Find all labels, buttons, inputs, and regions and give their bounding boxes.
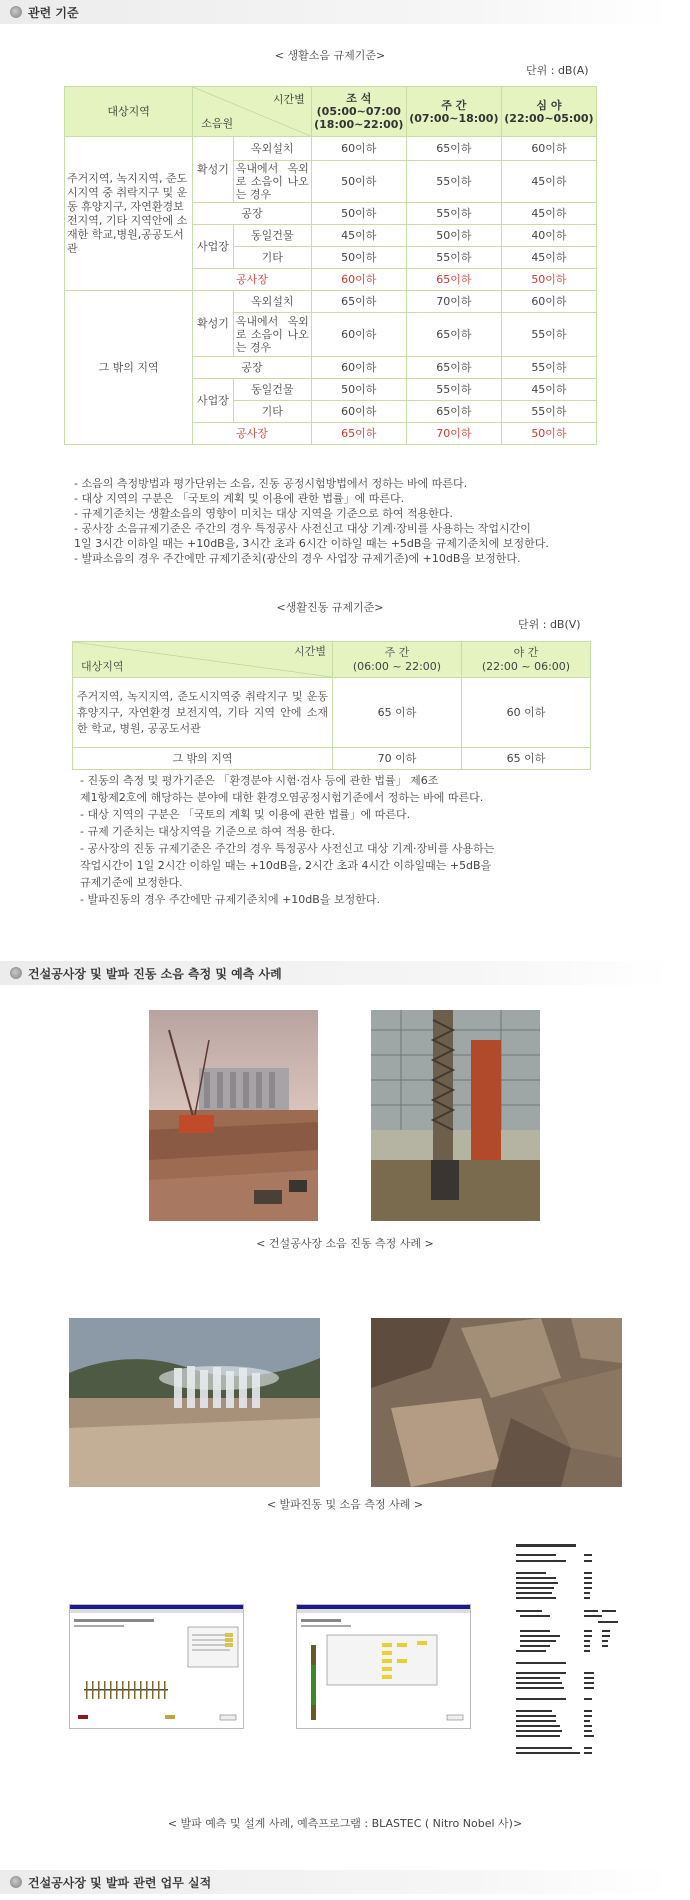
other-label: 기타 — [233, 247, 311, 269]
section-title: 건설공사장 및 발파 관련 업무 실적 — [28, 1875, 212, 1890]
note-item: 작업시간이 1일 2시간 이하일 때는 +10dB을, 2시간 초과 4시간 이하일때는 +5dB을 — [80, 859, 492, 872]
note-item: - 공사장의 진동 규제기준은 주간의 경우 특정공사 사전신고 대상 기계·장비를 사용하는 — [80, 842, 495, 855]
cell: 70이하 — [406, 291, 501, 313]
indoor-label: 옥내에서 옥외로 소음이 나오는 경우 — [233, 161, 311, 203]
vibration-standard-table — [72, 641, 591, 770]
cell: 65이하 — [406, 269, 501, 291]
drilling-rig-photo — [371, 1010, 540, 1221]
cell: 55이하 — [501, 357, 596, 379]
cell: 60이하 — [311, 401, 406, 423]
cell: 50이하 — [501, 269, 596, 291]
blastec-drill-plan-screenshot — [69, 1604, 244, 1729]
blastec-charging-plan-screenshot — [296, 1604, 471, 1729]
section-header-achievements — [0, 1870, 670, 1894]
cell: 40이하 — [501, 225, 596, 247]
header-col-day: 주 간 (06:00 ~ 22:00) — [333, 642, 462, 678]
worksite-label: 사업장 — [193, 379, 234, 423]
cell: 60이하 — [311, 357, 406, 379]
note-item: - 진동의 측정 및 평가기준은 「환경분야 시험·검사 등에 관한 법률」 제6조 — [80, 774, 439, 787]
samebldg-label: 동일건물 — [233, 379, 311, 401]
cell: 60이하 — [311, 137, 406, 161]
cell: 50이하 — [311, 161, 406, 203]
cell: 45이하 — [501, 379, 596, 401]
cell: 65 이하 — [462, 748, 591, 770]
area2-label: 그 밖의 지역 — [65, 291, 193, 445]
table2-title: <생활진동 규제기준> — [276, 601, 384, 614]
cell: 45이하 — [311, 225, 406, 247]
cell: 65이하 — [311, 423, 406, 445]
cell: 65이하 — [406, 357, 501, 379]
header-col-day: 주 간 (07:00~18:00) — [406, 87, 501, 137]
cell: 70이하 — [406, 423, 501, 445]
blastec-result-printout — [512, 1542, 622, 1810]
caption-prediction: < 발파 예측 및 설계 사례, 예측프로그램 : BLASTEC ( Nitro Nobel 사)> — [167, 1817, 523, 1830]
cell: 55이하 — [501, 401, 596, 423]
notes-vibration — [80, 772, 494, 908]
bullet-icon — [10, 967, 22, 979]
header-diagonal: 시간별 소음원 — [193, 87, 312, 137]
cell: 65 이하 — [333, 678, 462, 748]
samebldg-label: 동일건물 — [233, 225, 311, 247]
construction-label: 공사장 — [193, 269, 312, 291]
note-item: 1일 3시간 이하일 때는 +10dB을, 3시간 초과 6시간 이하일 때는 +5dB을 규제기준치에 보정한다. — [74, 537, 549, 550]
section-header-cases — [0, 961, 670, 985]
cell: 55이하 — [406, 161, 501, 203]
cell: 55이하 — [406, 203, 501, 225]
note-item: - 대상 지역의 구분은 「국토의 계획 및 이용에 관한 법률」에 따른다. — [74, 492, 405, 505]
section-title: 관련 기준 — [28, 5, 79, 20]
outdoor-label: 옥외설치 — [233, 137, 311, 161]
cell: 45이하 — [501, 247, 596, 269]
notes-noise — [74, 476, 549, 566]
factory-label: 공장 — [193, 357, 312, 379]
blasted-rock-photo — [371, 1318, 622, 1487]
note-item: 제1항제2호에 해당하는 분야에 대한 환경오염공정시험기준에서 정하는 바에 따른다. — [80, 791, 484, 804]
cell: 60이하 — [311, 313, 406, 357]
cell: 65이하 — [406, 137, 501, 161]
note-item: - 소음의 측정방법과 평가단위는 소음, 진동 공정시험방법에서 정하는 바에 따른다. — [74, 477, 468, 490]
worksite-label: 사업장 — [193, 225, 234, 269]
bullet-icon — [10, 1876, 22, 1888]
other-label: 기타 — [233, 401, 311, 423]
header-diagonal: 시간별 대상지역 — [73, 642, 333, 678]
blasting-photo — [69, 1318, 320, 1487]
cell: 50이하 — [311, 379, 406, 401]
noise-standard-table — [64, 86, 597, 445]
cell: 55이하 — [406, 247, 501, 269]
cell: 55이하 — [501, 313, 596, 357]
cell: 50이하 — [311, 247, 406, 269]
cell: 70 이하 — [333, 748, 462, 770]
area1-label: 주거지역, 녹지지역, 준도시지역중 취락지구 및 운동휴양지구, 자연환경 보전지역, 기타 지역 안에 소재한 학교, 병원, 공공도서관 — [73, 678, 333, 748]
indoor-label: 옥내에서 옥외로 소음이 나오는 경우 — [233, 313, 311, 357]
cell: 45이하 — [501, 203, 596, 225]
table1-unit: 단위 : dB(A) — [526, 64, 589, 77]
cell: 60이하 — [311, 269, 406, 291]
section-header-standards — [0, 0, 670, 24]
area1-label: 주거지역, 녹지지역, 준도시지역 중 취락지구 및 운동 휴양지구, 자연환경보전지역, 기타 지역안에 소재한 학교,병원,공공도서관 — [65, 137, 193, 291]
header-col-night: 야 간 (22:00 ~ 06:00) — [462, 642, 591, 678]
construction-site-photo — [149, 1010, 318, 1221]
amp-label: 확성기 — [193, 137, 234, 203]
cell: 65이하 — [406, 313, 501, 357]
note-item: 규제기준에 보정한다. — [80, 876, 183, 889]
amp-label: 확성기 — [193, 291, 234, 357]
cell: 60이하 — [501, 137, 596, 161]
table2-unit: 단위 : dB(V) — [518, 618, 581, 631]
cell: 55이하 — [406, 379, 501, 401]
cell: 60 이하 — [462, 678, 591, 748]
cell: 45이하 — [501, 161, 596, 203]
note-item: - 공사장 소음규제기준은 주간의 경우 특정공사 사전신고 대상 기계·장비를 사용하는 작업시간이 — [74, 522, 531, 535]
header-area: 대상지역 — [65, 87, 193, 137]
area2-label: 그 밖의 지역 — [73, 748, 333, 770]
header-col-morning: 조 석 (05:00~07:00 (18:00~22:00) — [311, 87, 406, 137]
cell: 60이하 — [501, 291, 596, 313]
section-title: 건설공사장 및 발파 진동 소음 측정 및 예측 사례 — [28, 966, 282, 981]
cell: 65이하 — [406, 401, 501, 423]
bullet-icon — [10, 6, 22, 18]
cell: 50이하 — [501, 423, 596, 445]
table1-title: < 생활소음 규제기준> — [274, 49, 386, 62]
cell: 50이하 — [311, 203, 406, 225]
header-col-night: 심 야 (22:00~05:00) — [501, 87, 596, 137]
cell: 50이하 — [406, 225, 501, 247]
factory-label: 공장 — [193, 203, 312, 225]
cell: 65이하 — [311, 291, 406, 313]
note-item: - 규제기준치는 생활소음의 영향이 미치는 대상 지역을 기준으로 하여 적용한다. — [74, 507, 453, 520]
note-item: - 대상 지역의 구분은 「국토의 계획 및 이용에 관한 법률」에 따른다. — [80, 808, 411, 821]
outdoor-label: 옥외설치 — [233, 291, 311, 313]
note-item: - 발파진동의 경우 주간에만 규제기준치에 +10dB을 보정한다. — [80, 893, 380, 906]
construction-label: 공사장 — [193, 423, 312, 445]
note-item: - 규제 기준치는 대상지역을 기준으로 하여 적용 한다. — [80, 825, 336, 838]
caption-blasting: < 발파진동 및 소음 측정 사례 > — [266, 1498, 424, 1511]
caption-construction: < 건설공사장 소음 진동 측정 사례 > — [256, 1237, 434, 1250]
note-item: - 발파소음의 경우 주간에만 규제기준치(광산의 경우 사업장 규제기준)에 +10dB을 보정한다. — [74, 552, 521, 565]
